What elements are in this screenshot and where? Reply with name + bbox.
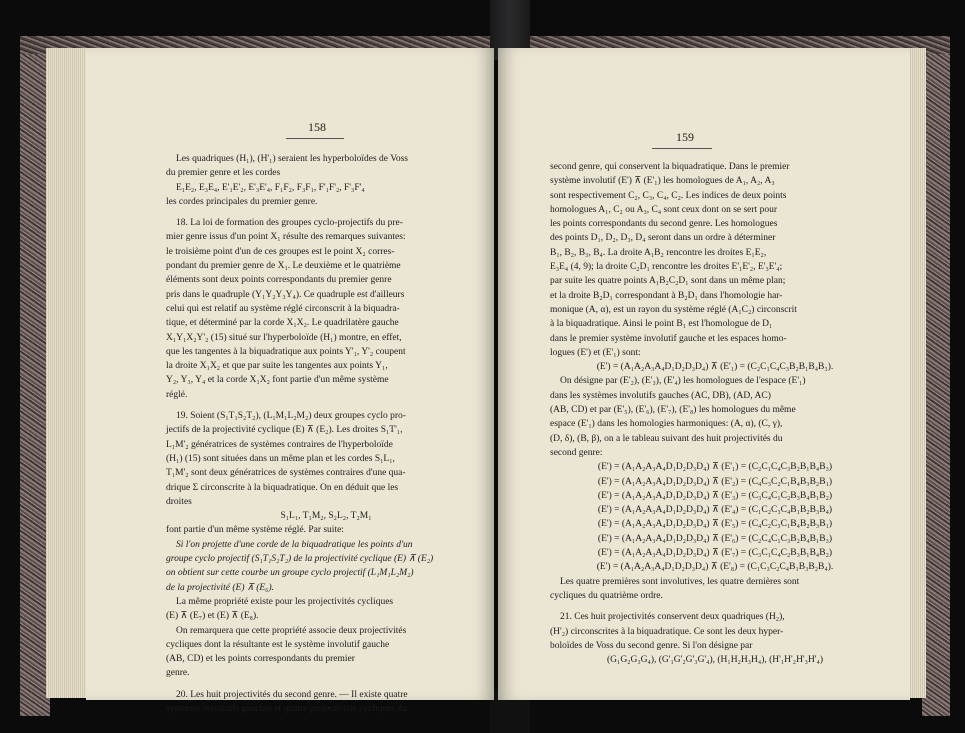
cover-right <box>922 36 950 716</box>
text-line: 20. Les huit projectivités du second genre. — Il existe quatre <box>176 689 408 700</box>
page-number: 158 <box>308 120 326 134</box>
text-line: (E') = (A₁A₂A₃A₄D₁D₂D₃D₄) ⊼ (E'₇) = (C₃C₁C₄C₂B₃B₁B₄B₂) <box>597 548 833 559</box>
text-line: T₁M'₂ sont deux génératrices de systèmes contraires d'une qua- <box>166 468 406 479</box>
text-line: (D, δ), (B, β), on a le tableau suivant des huit projectivités du <box>550 433 783 444</box>
text-line: second genre, qui conservent la biquadratique. Dans le premier <box>550 162 790 172</box>
page-edges-left <box>46 48 88 698</box>
text-line <box>166 209 486 216</box>
text-line: S₁L₁, T₁M₂, S₂L₂, T₂M₁ <box>280 511 372 522</box>
text-line: cycliques du quatrième ordre. <box>550 590 663 601</box>
page-number-rule <box>652 148 712 149</box>
text-line: le troisième point d'un de ces groupes est le point X₂ corres- <box>166 246 395 257</box>
text-line: (H₁) (15) sont situées dans un même plan et les cordes S₁L₁, <box>166 453 395 464</box>
text-line: E₃E₄ (4, 9); la droite C₂D₁ rencontre les droites E'₁E'₂, E'₃E'₄; <box>550 262 783 273</box>
text-line: systèmes involutifs gauches et quatre projectivités cycliques du <box>166 703 407 714</box>
text-line: (G₁G₂G₃G₄), (G'₁G'₂G'₃G'₄), (H₁H₂H₃H₄), (H'₁H'₂H'₃H'₄) <box>606 655 823 666</box>
text-line: (E') = (A₁A₂A₃A₄D₁D₂D₃D₄) ⊼ (E'₃) = (C₃C₄C₁C₂B₃B₄B₁B₂) <box>597 490 833 501</box>
left-page <box>86 48 494 714</box>
text-line: second genre: <box>550 447 603 458</box>
text-line <box>550 603 880 610</box>
text-line <box>166 681 486 688</box>
text-line: font partie d'un même système réglé. Par suite: <box>166 525 344 536</box>
text-line: par suite les quatre points A₁B₂C₂D₁ sont dans un même plan; <box>550 276 786 287</box>
text-line: E₁E₂, E₃E₄, E'₁E'₂, E'₃E'₄, F₁F₂, F₃F₁, F'₁F'₂, F'₃F'₄ <box>176 182 365 193</box>
text-line: tique, et déterminé par la corde X₁X₂. Le quadrilatère gauche <box>166 318 399 329</box>
text-line: dans les systèmes involutifs gauches (AC, DB), (AD, AC) <box>550 390 771 401</box>
text-line: celui qui est relatif au système réglé circonscrit à la biquadra- <box>166 303 400 314</box>
text-line: Les quadriques (H₁), (H'₁) seraient les hyperboloïdes de Voss <box>176 154 408 164</box>
text-line: de la projectivité (E) ⊼ (E₆). <box>166 582 275 593</box>
text-line: la droite X₁X₂ et que par suite les tangentes aux points Y₁, <box>166 361 388 372</box>
text-line: (E') = (A₁A₂A₃A₄D₁D₂D₃D₄) ⊼ (E'₆) = (C₂C₄C₁C₃B₂B₄B₁B₃) <box>597 533 833 544</box>
text-line: (AB, CD) et par (E'₅), (E'₆), (E'₇), (E'₈) les homologues du même <box>550 405 796 416</box>
text-line: genre. <box>166 668 190 679</box>
right-page-text <box>550 160 880 667</box>
text-line: groupe cyclo projectif (S₁T₁S₂T₂) de la projectivité cyclique (E) ⊼ (E₂) <box>166 554 434 565</box>
text-line: (AB, CD) et les points correspondants du premier <box>166 654 355 665</box>
text-line: du premier genre et les cordes <box>166 168 281 179</box>
text-line: L₁M'₂ génératrices de systèmes contraires de l'hyperboloïde <box>166 439 393 450</box>
text-line: (E') = (A₁A₂A₃A₄D₁D₂D₃D₄) ⊼ (E'₄) = (C₁C₂C₃C₄B₁B₂B₃B₄) <box>597 505 833 516</box>
text-line: on obtient sur cette courbe un groupe cyclo projectif (L₁M₁L₂M₂) <box>166 568 414 579</box>
text-line: (E') = (A₁A₂A₃A₄D₁D₂D₃D₄) ⊼ (E'₈) = (C₁C₃C₂C₄B₁B₃B₂B₄). <box>596 562 834 573</box>
text-line: pondant du premier genre de X₁. Le deuxième et le quatrième <box>166 261 401 272</box>
text-line: (E) ⊼ (E₇) et (E) ⊼ (E₈). <box>166 611 259 622</box>
text-line: (E') = (A₁A₂A₃A₄D₁D₂D₃D₄) ⊼ (E'₁) = (C₂C₁C₄C₃B₂B₁B₄B₃) <box>597 462 833 473</box>
text-line: On désigne par (E'₂), (E'₃), (E'₄) les homologues de l'espace (E'₁) <box>560 376 806 387</box>
text-line: droites <box>166 496 192 507</box>
text-line: (H'₂) circonscrites à la biquadratique. Ce sont les deux hyper- <box>550 626 784 637</box>
text-line: pris dans le quadruple (Y₁Y₂Y₃Y₄). Ce quadruple est d'ailleurs <box>166 289 405 300</box>
text-line: que les tangentes à la biquadratique aux points Y'₁, Y'₂ coupent <box>166 346 406 357</box>
text-line: 19. Soient (S₁T₁S₂T₂), (L₁M₁L₂M₂) deux groupes cyclo pro- <box>176 411 406 422</box>
text-line: éléments sont deux points correspondants du premier genre <box>166 275 392 286</box>
text-line: (E') = (A₁A₂A₃A₄D₁D₂D₃D₄) ⊼ (E'₅) = (C₄C₂C₃C₁B₄B₂B₃B₁) <box>597 519 833 530</box>
text-line: mier genre issus d'un point X₁ résulte des remarques suivantes: <box>166 232 406 243</box>
text-line: les cordes principales du premier genre. <box>166 196 318 207</box>
text-line: 21. Ces huit projectivités conservent deux quadriques (H₂), <box>560 612 785 623</box>
text-line: système involutif (E') ⊼ (E'₁) les homologues de A₁, A₂, A₃ <box>550 176 775 187</box>
text-line: les points correspondants du second genre. Les homologues <box>550 219 778 230</box>
text-line: La même propriété existe pour les projectivités cycliques <box>176 596 394 607</box>
text-line: des points D₁, D₂, D₃, D₄ seront dans un ordre à déterminer <box>550 233 776 244</box>
text-line: B₁, B₂, B₃, B₄. La droite A₁B₂ rencontre les droites E₁E₂, <box>550 247 767 258</box>
text-line: On remarquera que cette propriété associe deux projectivités <box>176 625 407 636</box>
text-line: drique Σ circonscrite à la biquadratique. On en déduit que les <box>166 482 399 493</box>
left-page-text <box>166 152 486 716</box>
text-line: monique (A, α), est un rayon du système réglé (A₁C₂) circonscrit <box>550 304 797 315</box>
text-line: homologues A₁, C₂ ou A₃, C₄ sont ceux dont on se sert pour <box>550 204 777 215</box>
text-line: espace (E'₁) dans les homologies harmoniques: (A, α), (C, γ), <box>550 419 783 430</box>
page-number-rule <box>286 138 344 139</box>
text-line: X₁Y₁X₂Y'₂ (15) situé sur l'hyperboloïde (H₁) montre, en effet, <box>166 332 402 343</box>
text-line: jectifs de la projectivité cyclique (E) ⊼ (E₂). Les droites S₁T'₁, <box>166 425 403 436</box>
right-page <box>498 48 910 700</box>
text-line: Si l'on projette d'une corde de la biquadratique les points d'un <box>176 539 413 550</box>
text-line: (E') = (A₁A₂A₃A₄D₁D₂D₃D₄) ⊼ (E'₂) = (C₄C₃C₂C₁B₄B₃B₂B₁) <box>597 476 833 487</box>
text-line: sont respectivement C₂, C₃, C₄, C₂. Les indices de deux points <box>550 190 787 201</box>
page-number: 159 <box>676 130 694 144</box>
text-line: à la biquadratique. Ainsi le point B₁ est l'homologue de D₁ <box>550 319 773 330</box>
text-line: cycliques dont la résultante est le système involutif gauche <box>166 639 390 650</box>
text-line: (E') = (A₁A₂A₃A₄D₁D₂D₃D₄) ⊼ (E'₁) = (C₂C₁C₄C₃B₂B₁B₄B₃). <box>596 362 834 373</box>
text-line: Y₂, Y₃, Y₄ et la corde X₁X₂ font partie d'un même système <box>166 375 389 386</box>
text-line: boloïdes de Voss du second genre. Si l'on désigne par <box>550 640 753 651</box>
text-line: logues (E') et (E'₁) sont: <box>550 347 641 358</box>
text-line: 18. La loi de formation des groupes cyclo-projectifs du pre- <box>176 218 403 229</box>
text-line: Les quatre premières sont involutives, les quatre dernières sont <box>560 576 800 587</box>
text-line <box>166 402 486 409</box>
text-line: dans le premier système involutif gauche et les espaces homo- <box>550 333 787 344</box>
text-line: réglé. <box>166 389 188 400</box>
text-line: et la droite B₂D₁ correspondant à B₂D₁ dans l'homologie har- <box>550 290 783 301</box>
